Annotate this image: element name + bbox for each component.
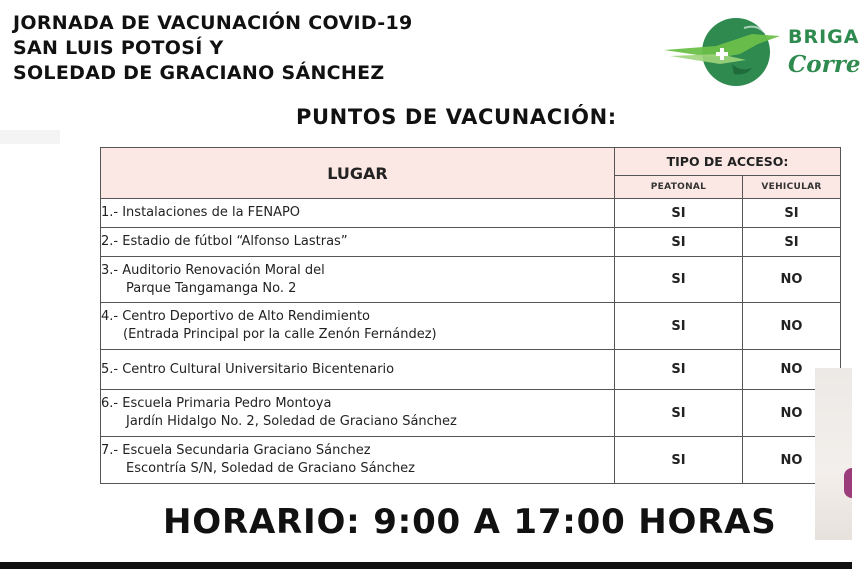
place-cell <box>101 257 615 303</box>
brigadas-logo <box>660 14 861 90</box>
green-bird-emblem-icon <box>660 14 788 90</box>
place-detail: Escontría S/N, Soledad de Graciano Sánchez <box>126 461 416 476</box>
vehicular-cell: NO <box>743 257 841 303</box>
place-cell <box>101 390 615 437</box>
peatonal-cell: SI <box>615 350 743 390</box>
place-name: 2.- Estadio de fútbol “Alfonso Lastras” <box>101 234 348 249</box>
vehicular-cell: SI <box>743 228 841 257</box>
bottom-bar <box>0 562 852 569</box>
place-name: 4.- Centro Deportivo de Alto Rendimiento <box>101 309 371 324</box>
place-cell <box>101 228 615 257</box>
peatonal-cell: SI <box>615 199 743 228</box>
event-title <box>13 11 413 86</box>
place-cell <box>101 199 615 228</box>
logo-text-top: BRIGA <box>788 26 860 48</box>
table-row <box>101 257 841 303</box>
video-inset <box>815 368 852 540</box>
table-row <box>101 199 841 228</box>
place-name: 7.- Escuela Secundaria Graciano Sánchez <box>101 443 371 458</box>
column-header-vehicular: VEHICULAR <box>743 176 841 199</box>
table-row <box>101 350 841 390</box>
vaccination-points-table <box>100 147 841 484</box>
place-name: 6.- Escuela Primaria Pedro Montoya <box>101 396 332 411</box>
peatonal-cell: SI <box>615 437 743 484</box>
vehicular-cell: NO <box>743 303 841 350</box>
column-header-lugar: LUGAR <box>101 148 615 199</box>
peatonal-cell: SI <box>615 303 743 350</box>
peatonal-cell: SI <box>615 390 743 437</box>
vehicular-cell: NO <box>743 437 841 484</box>
table-row <box>101 437 841 484</box>
event-title-line-2: SAN LUIS POTOSÍ Y <box>13 37 224 59</box>
event-title-line-1: JORNADA DE VACUNACIÓN COVID-19 <box>13 12 413 34</box>
place-cell <box>101 437 615 484</box>
place-cell <box>101 350 615 390</box>
place-detail: (Entrada Principal por la calle Zenón Fernández) <box>123 327 437 342</box>
table-row <box>101 303 841 350</box>
vehicular-cell: SI <box>743 199 841 228</box>
peatonal-cell: SI <box>615 228 743 257</box>
place-detail: Parque Tangamanga No. 2 <box>126 280 297 296</box>
event-title-line-3: SOLEDAD DE GRACIANO SÁNCHEZ <box>13 62 385 84</box>
section-title: PUNTOS DE VACUNACIÓN: <box>296 105 617 129</box>
background-strip <box>0 130 60 144</box>
column-header-peatonal: PEATONAL <box>615 176 743 199</box>
logo-text-bottom: Corre <box>788 51 861 78</box>
schedule-banner: HORARIO: 9:00 A 17:00 HORAS <box>163 502 777 542</box>
presenter-silhouette <box>844 468 852 498</box>
place-cell <box>101 303 615 350</box>
place-detail: Jardín Hidalgo No. 2, Soledad de Graciano Sánchez <box>126 414 457 429</box>
table-row <box>101 228 841 257</box>
column-header-tipo-acceso: TIPO DE ACCESO: <box>615 148 841 176</box>
table-row <box>101 390 841 437</box>
place-name: 1.- Instalaciones de la FENAPO <box>101 205 301 220</box>
vehicular-cell: NO <box>743 350 841 390</box>
place-name: 5.- Centro Cultural Universitario Bicentenario <box>101 361 395 377</box>
peatonal-cell: SI <box>615 257 743 303</box>
vehicular-cell: NO <box>743 390 841 437</box>
place-name: 3.- Auditorio Renovación Moral del <box>101 262 325 278</box>
